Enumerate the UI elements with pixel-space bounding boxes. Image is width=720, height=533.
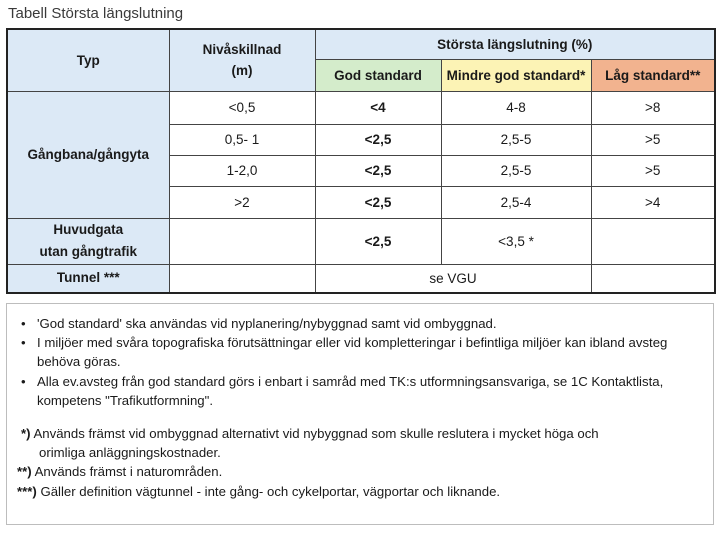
- cell-lag: >5: [591, 155, 715, 186]
- row-label-gangbana: Gångbana/gångyta: [7, 91, 169, 218]
- footnote-2-text: Används främst i naturområden.: [31, 464, 223, 480]
- cell-lag: >8: [591, 91, 715, 124]
- row-label-huvudgata: [7, 218, 169, 264]
- footnote-2-mark: **): [17, 464, 32, 480]
- table-row: [7, 218, 715, 264]
- footnotes: [7, 424, 713, 501]
- footnote-2: [17, 462, 703, 481]
- footnote-1-mark: *): [21, 426, 31, 442]
- cell-god: <2,5: [315, 124, 441, 155]
- cell-lag: [591, 264, 715, 293]
- cell-niva: 1-2,0: [169, 155, 315, 186]
- header-god-standard: God standard: [315, 59, 441, 91]
- table-row: [7, 91, 715, 124]
- footnote-3-mark: ***): [17, 483, 37, 499]
- huvudgata-line1: Huvudgata: [53, 222, 124, 237]
- cell-niva: <0,5: [169, 91, 315, 124]
- huvudgata-line2: utan gångtrafik: [39, 244, 137, 259]
- row-label-tunnel: Tunnel ***: [7, 264, 169, 293]
- cell-mindre: 2,5-4: [441, 186, 591, 218]
- footnote-1-text: Används främst vid ombyggnad alternativt vid nybyggnad som skulle reslutera i mycket höga och: [30, 426, 599, 442]
- cell-god: <2,5: [315, 186, 441, 218]
- cell-mindre: 2,5-5: [441, 155, 591, 186]
- cell-niva: [169, 264, 315, 293]
- header-storsta-langslutning: Största längslutning (%): [315, 29, 715, 59]
- slope-table: [6, 28, 716, 294]
- cell-god: <2,5: [315, 155, 441, 186]
- header-niva-line1: Nivåskillnad: [202, 42, 282, 58]
- header-mindre-god-standard: Mindre god standard*: [441, 59, 591, 91]
- cell-mindre: 4-8: [441, 91, 591, 124]
- header-lag-standard: Låg standard**: [591, 59, 715, 91]
- table-row: [7, 264, 715, 293]
- cell-lag: >4: [591, 186, 715, 218]
- cell-mindre: <3,5 *: [441, 218, 591, 264]
- table-caption: Tabell Största längslutning: [8, 5, 184, 22]
- cell-mindre: 2,5-5: [441, 124, 591, 155]
- footnote-1: [21, 424, 703, 443]
- cell-god: <4: [315, 91, 441, 124]
- footnote-1-continued: orimliga anläggningskostnader.: [39, 445, 221, 461]
- footnote-3-text: Gäller definition vägtunnel - inte gång- och cykelportar, vägportar och liknande.: [36, 483, 501, 499]
- notes-box: [6, 303, 714, 525]
- header-nivaskillnad: [169, 29, 315, 91]
- note-bullet: • Alla ev.avsteg från god standard görs i enbart i samråd med TK:s utformningsansvariga, se 1C Kontaktlista, kompetens "Trafikutformning".: [37, 372, 713, 410]
- note-bullet: • 'God standard' ska användas vid nyplanering/nybyggnad samt vid ombyggnad.: [37, 314, 713, 333]
- footnote-3: [17, 482, 703, 501]
- cell-niva: >2: [169, 186, 315, 218]
- cell-niva: 0,5- 1: [169, 124, 315, 155]
- notes-list: [7, 304, 713, 410]
- cell-lag: [591, 218, 715, 264]
- header-niva-line2: (m): [231, 63, 253, 79]
- cell-niva: [169, 218, 315, 264]
- cell-god: <2,5: [315, 218, 441, 264]
- cell-lag: >5: [591, 124, 715, 155]
- cell-tunnel-value: se VGU: [315, 264, 591, 293]
- note-bullet: • I miljöer med svåra topografiska förutsättningar eller vid kompletteringar i befintliga miljöer kan ibland avsteg behöva göras.: [37, 333, 713, 371]
- header-typ: Typ: [7, 29, 169, 91]
